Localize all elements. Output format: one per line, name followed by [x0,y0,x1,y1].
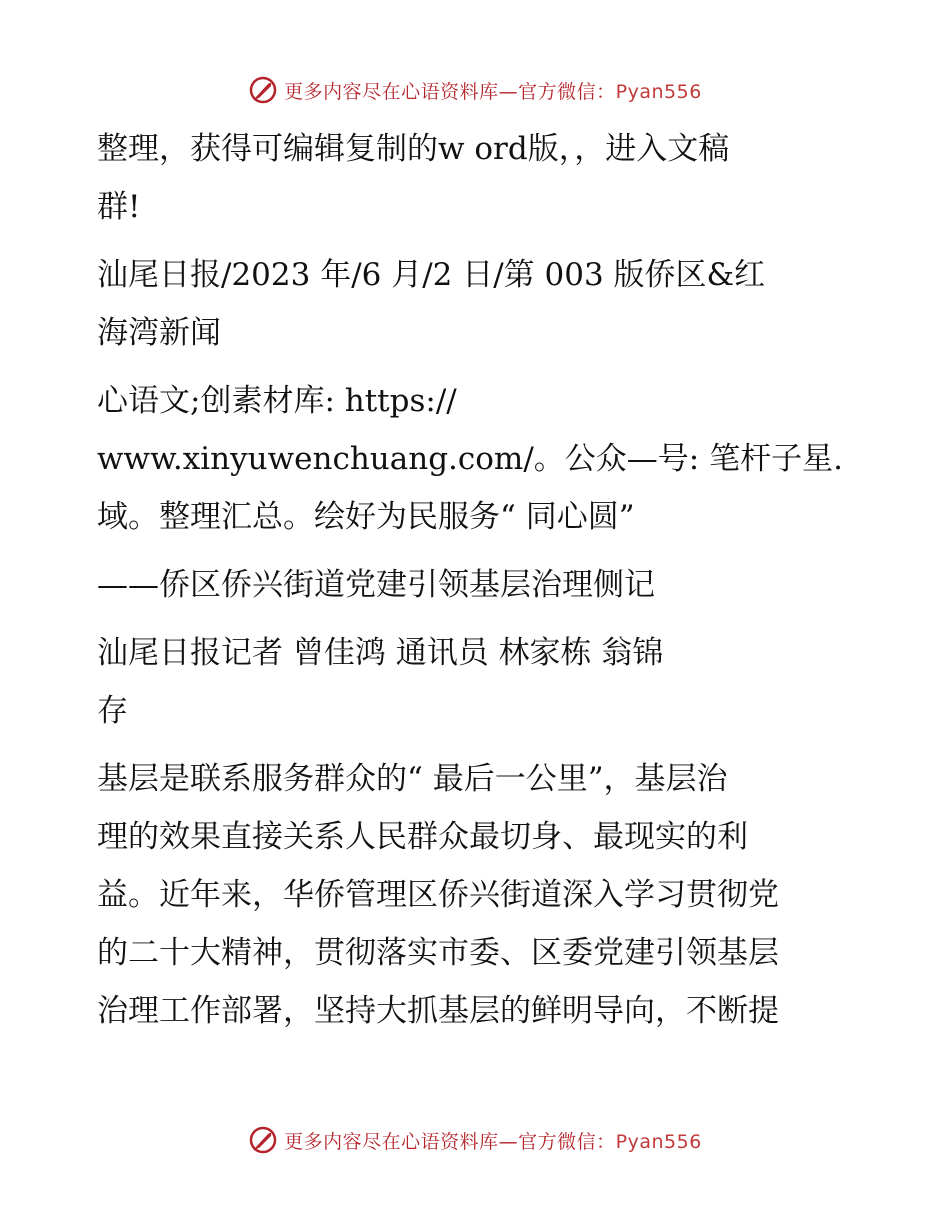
text-line: 的二十大精神，贯彻落实市委、区委党建引领基层 [97,935,779,971]
text-line: ——侨区侨兴街道党建引领基层治理侧记 [97,567,655,603]
paragraph-byline [97,624,857,740]
text-line: 海湾新闻 [97,315,221,351]
text-line: 心语文;创素材库: https:// [97,383,457,419]
watermark-text: 更多内容尽在心语资料库—官方微信：Pyan556 [284,1130,702,1153]
paragraph-intro [97,120,857,236]
paragraph-subtitle [97,556,857,614]
text-line: 治理工作部署，坚持大抓基层的鲜明导向，不断提 [97,993,779,1029]
document-body [97,120,857,1040]
text-line: www.xinyuwenchuang.com/。公众—号: 笔杆子星. [97,441,843,477]
quill-pen-logo-icon [248,75,278,105]
text-line: 存 [97,693,128,729]
text-line: 汕尾日报记者 曾佳鸿 通讯员 林家栋 翁锦 [97,635,664,671]
text-line: 域。整理汇总。绘好为民服务“ 同心圆” [97,499,635,535]
text-line: 整理，获得可编辑复制的w ord版，，进入文稿 [97,131,730,167]
watermark-text: 更多内容尽在心语资料库—官方微信：Pyan556 [284,80,702,103]
paragraph-body [97,750,857,1040]
paragraph-source [97,246,857,362]
text-line: 群! [97,189,141,225]
footer-watermark-banner [0,1120,950,1160]
text-line: 基层是联系服务群众的“ 最后一公里”，基层治 [97,761,728,797]
header-watermark-banner [0,70,950,110]
text-line: 汕尾日报/2023 年/6 月/2 日/第 003 版侨区&红 [97,257,766,293]
paragraph-title [97,372,857,546]
text-line: 益。近年来，华侨管理区侨兴街道深入学习贯彻党 [97,877,779,913]
text-line: 理的效果直接关系人民群众最切身、最现实的利 [97,819,748,855]
quill-pen-logo-icon [248,1125,278,1155]
